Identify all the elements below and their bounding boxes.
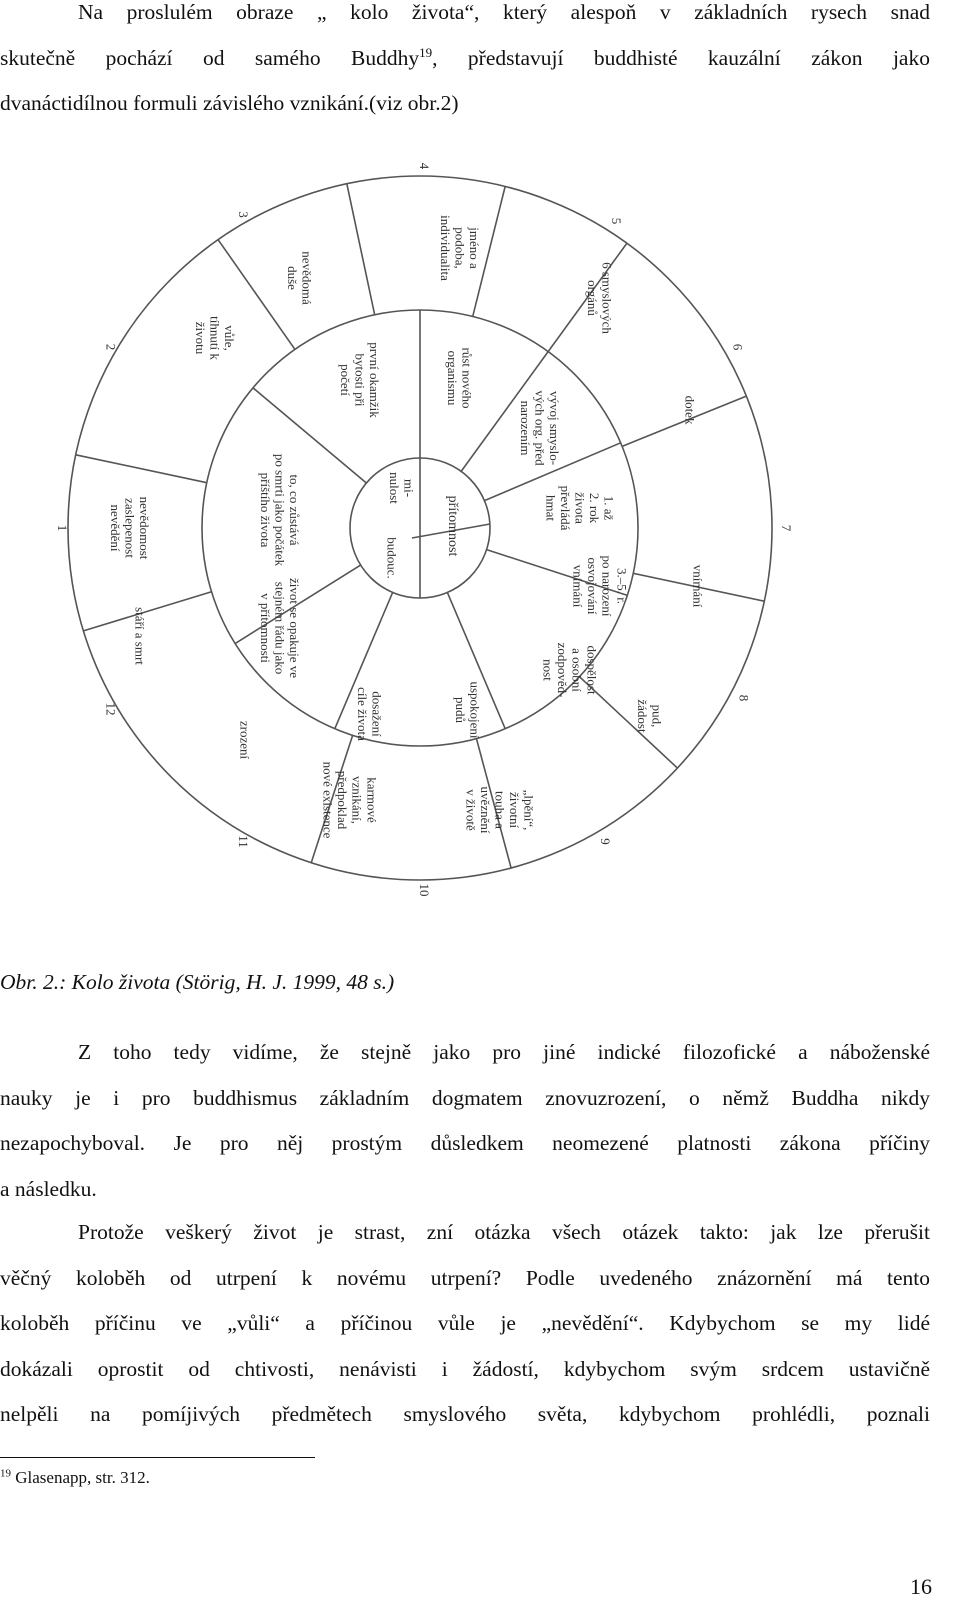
wheel-geometry	[68, 176, 772, 880]
intro-paragraph	[0, 0, 930, 127]
outer-label-2-line-3: životu	[192, 321, 208, 355]
intro-line-1: Na proslulém obraze „ kolo života“, který alespoň v základních rysech snad	[78, 0, 930, 24]
ring2-label-8	[453, 681, 483, 738]
outer-label-10-line-1: zrození	[237, 720, 253, 760]
page-number: 16	[910, 1574, 932, 1599]
p3-line-4: dokázali oprostit od chtivosti, nenávisti i žádostí, kdybychom svým srdcem ustavičně	[0, 1356, 930, 1381]
ring2-label-5-line-5: hmat	[543, 495, 559, 521]
segment-number-12: 12	[103, 702, 119, 716]
figure-caption: Obr. 2.: Kolo života (Störig, H. J. 1999, 48 s.)	[0, 970, 395, 994]
inner-future-label	[384, 537, 399, 579]
outer-label-1-line-3: nevědění	[107, 504, 123, 552]
intro-line-2a: skutečně pochází od samého Buddhy	[0, 45, 420, 70]
ring2-label-9	[355, 687, 385, 741]
outer-label-8	[635, 699, 665, 733]
inner-past-label-line-1: mi-	[401, 478, 417, 498]
ring2-label-6	[571, 555, 630, 616]
intro-line-2b: , představují buddhisté kauzální zákon jako	[432, 45, 930, 70]
outer-label-9-line-5: v životě	[463, 789, 479, 831]
outer-label-1	[108, 497, 152, 560]
ring2-label-10	[321, 762, 380, 839]
outer-label-4-line-3: individualita	[437, 215, 453, 281]
ring2-label-10-line-1: karmové	[364, 777, 380, 823]
p2-line-2: nauky je i pro buddhismus základním dogmatem znovuzrození, o němž Buddha nikdy	[0, 1085, 930, 1110]
footnote-ref: 19	[419, 44, 433, 60]
outer-label-6-line-1: dotek	[682, 395, 698, 425]
outer-divider-0	[347, 184, 375, 315]
ring2-label-2-line-1: první okamžik	[367, 342, 383, 418]
p2-line-4: a následku.	[0, 1176, 97, 1201]
ring2-label-3-line-1: růst nového	[459, 347, 475, 409]
outer-label-9	[463, 787, 536, 834]
ring2-label-10-line-4: nové existence	[320, 761, 336, 839]
segment-number-11: 11	[236, 835, 251, 848]
outer-label-1-line-1: nevědomost	[137, 496, 153, 560]
ring2-label-11-line-1: život se opakuje ve	[287, 578, 303, 678]
ring2-label-7	[541, 643, 600, 698]
outer-label-4-line-1: jméno a	[467, 227, 483, 269]
ring2-label-4-line-2: vých org. před	[532, 390, 548, 466]
ring2-label-4-line-3: narozením	[517, 400, 533, 456]
segment-number-2: 2	[103, 343, 119, 351]
segment-number-8: 8	[736, 694, 752, 702]
p3-line-2: věčný koloběh od utrpení k novému utrpení? Podle uvedeného znázornění má tento	[0, 1265, 930, 1290]
ring2-label-5-line-3: života	[572, 492, 588, 524]
outer-label-1-line-2: zaslepenost	[122, 498, 138, 558]
ring2-label-6-line-4: vnímání	[570, 564, 586, 608]
outer-divider-2	[76, 455, 207, 483]
ring2-label-7-line-3: zodpověd-	[555, 642, 571, 698]
ring2-label-9-line-1: dosažení	[369, 691, 385, 737]
outer-label-9-line-1: „lpění“,	[521, 789, 537, 831]
footnote	[0, 1468, 150, 1488]
ring2-label-9-line-2: cíle života	[355, 687, 371, 741]
ring2-label-8-line-2: pudů	[453, 697, 469, 723]
middle-divider-1	[253, 388, 366, 483]
ring2-label-2-line-3: početí	[337, 364, 353, 396]
wheel-of-life-figure	[35, 162, 895, 897]
ring2-label-6-line-2: po narození	[599, 555, 615, 617]
ring2-label-11-line-2: stejném řádu jako	[272, 581, 288, 675]
ring2-label-6-line-3: osvojování	[585, 557, 601, 615]
outer-label-2-line-1: vůle,	[222, 325, 238, 351]
p3-line-1: Protože veškerý život je strast, zní otázka všech otázek takto: jak lze přerušit	[78, 1220, 930, 1244]
outer-label-5-line-2: orgánů	[585, 280, 601, 316]
inner-past-label	[387, 472, 417, 504]
ring2-label-11	[258, 578, 302, 678]
ring2-label-2	[338, 342, 382, 418]
wheel-labels	[55, 163, 794, 897]
footnote-number: 19	[0, 1467, 11, 1480]
p3-line-3: koloběh příčinu ve „vůli“ a příčinou vůle je „nevědění“. Kdybychom se my lidé	[0, 1311, 930, 1335]
outer-label-4-line-2: podoba,	[452, 227, 468, 269]
outer-label-9-line-2: životní	[507, 791, 523, 829]
ring2-label-8-line-1: uspokojení	[467, 681, 483, 739]
p2-line-3: nezapochyboval. Je pro něj prostým důsledkem neomezené platnosti zákona příčiny	[0, 1131, 930, 1155]
outer-label-4	[438, 215, 482, 281]
inner-past-label-line-2: nulost	[387, 472, 403, 504]
ring2-label-4-line-1: vývoj smyslo-	[547, 390, 563, 466]
outer-label-5-line-1: 6 smyslových	[599, 262, 615, 334]
segment-number-1: 1	[55, 524, 70, 532]
ring2-label-2-line-2: bytosti při	[352, 353, 368, 407]
ring2-label-3	[445, 347, 475, 408]
ring2-label-5-line-1: 1. až	[601, 495, 617, 521]
intro-line-3: dvanáctidílnou formuli závislého vznikání.(viz obr.2)	[0, 91, 459, 115]
segment-number-9: 9	[598, 838, 613, 845]
ring2-label-7-line-2: a osobní	[569, 648, 585, 692]
inner-future-label-line-1: budouc.	[384, 537, 400, 579]
segment-number-5: 5	[608, 217, 624, 225]
segment-number-4: 4	[417, 162, 432, 170]
ring2-label-7-line-1: dospělost	[584, 645, 600, 695]
ring2-label-1	[258, 454, 302, 567]
segment-number-10: 10	[417, 883, 432, 897]
ring2-label-5-line-4: převládá	[557, 485, 573, 531]
outer-label-2	[193, 316, 237, 360]
segment-number-6: 6	[730, 343, 746, 351]
ring2-label-10-line-3: předpoklad	[335, 770, 351, 830]
outer-label-11-line-1: stáří a smrt	[132, 607, 148, 665]
paragraph-2	[0, 1030, 930, 1212]
ring2-label-1-line-3: příštího života	[257, 472, 273, 548]
p3-line-5: nelpěli na pomíjivých předmětech smyslového světa, kdybychom prohlédli, poznali	[0, 1402, 930, 1426]
ring2-label-1-line-2: po smrti jako počátek	[272, 453, 288, 567]
outer-label-11	[132, 607, 147, 665]
footnote-text: Glasenapp, str. 312.	[15, 1468, 150, 1487]
outer-label-3-line-1: nevědomá	[299, 251, 315, 305]
outer-label-7	[690, 565, 705, 608]
outer-label-8-line-2: žádost	[635, 699, 651, 733]
footnote-divider	[0, 1457, 315, 1458]
ring2-label-5	[543, 486, 616, 531]
p2-line-1: Z toho tedy vidíme, že stejně jako pro jiné indické filozofické a náboženské	[78, 1040, 930, 1064]
outer-label-9-line-3: touha a	[492, 791, 508, 829]
outer-label-10	[237, 721, 252, 760]
ring2-label-1-line-1: to, co zůstává	[287, 474, 303, 546]
ring2-label-3-line-2: organismu	[445, 350, 461, 406]
outer-label-3	[285, 251, 315, 305]
segment-number-3: 3	[236, 211, 251, 218]
intro-line-2	[0, 36, 930, 82]
paragraph-3	[0, 1210, 930, 1438]
ring2-label-6-line-1: 3.–5. r.	[614, 567, 630, 605]
center-label-line-1: přítomnost	[445, 495, 461, 557]
outer-label-3-line-2: duše	[285, 266, 301, 290]
outer-label-2-line-2: tíhnutí k	[207, 316, 223, 360]
outer-label-7-line-1: vnímání	[690, 564, 706, 608]
outer-label-5	[585, 262, 615, 334]
segment-number-7: 7	[779, 524, 794, 532]
ring2-label-5-line-2: 2. rok	[587, 492, 603, 524]
ring2-label-10-line-2: vznikání,	[349, 775, 365, 825]
outer-label-9-line-4: uvěznění	[477, 786, 493, 834]
outer-label-8-line-1: pud,	[649, 704, 665, 728]
ring2-label-7-line-4: nost	[540, 659, 556, 681]
ring2-label-11-line-3: v přítomnosti	[257, 593, 273, 663]
center-label	[445, 496, 460, 557]
ring2-label-4	[518, 390, 562, 466]
outer-label-6	[682, 396, 697, 425]
